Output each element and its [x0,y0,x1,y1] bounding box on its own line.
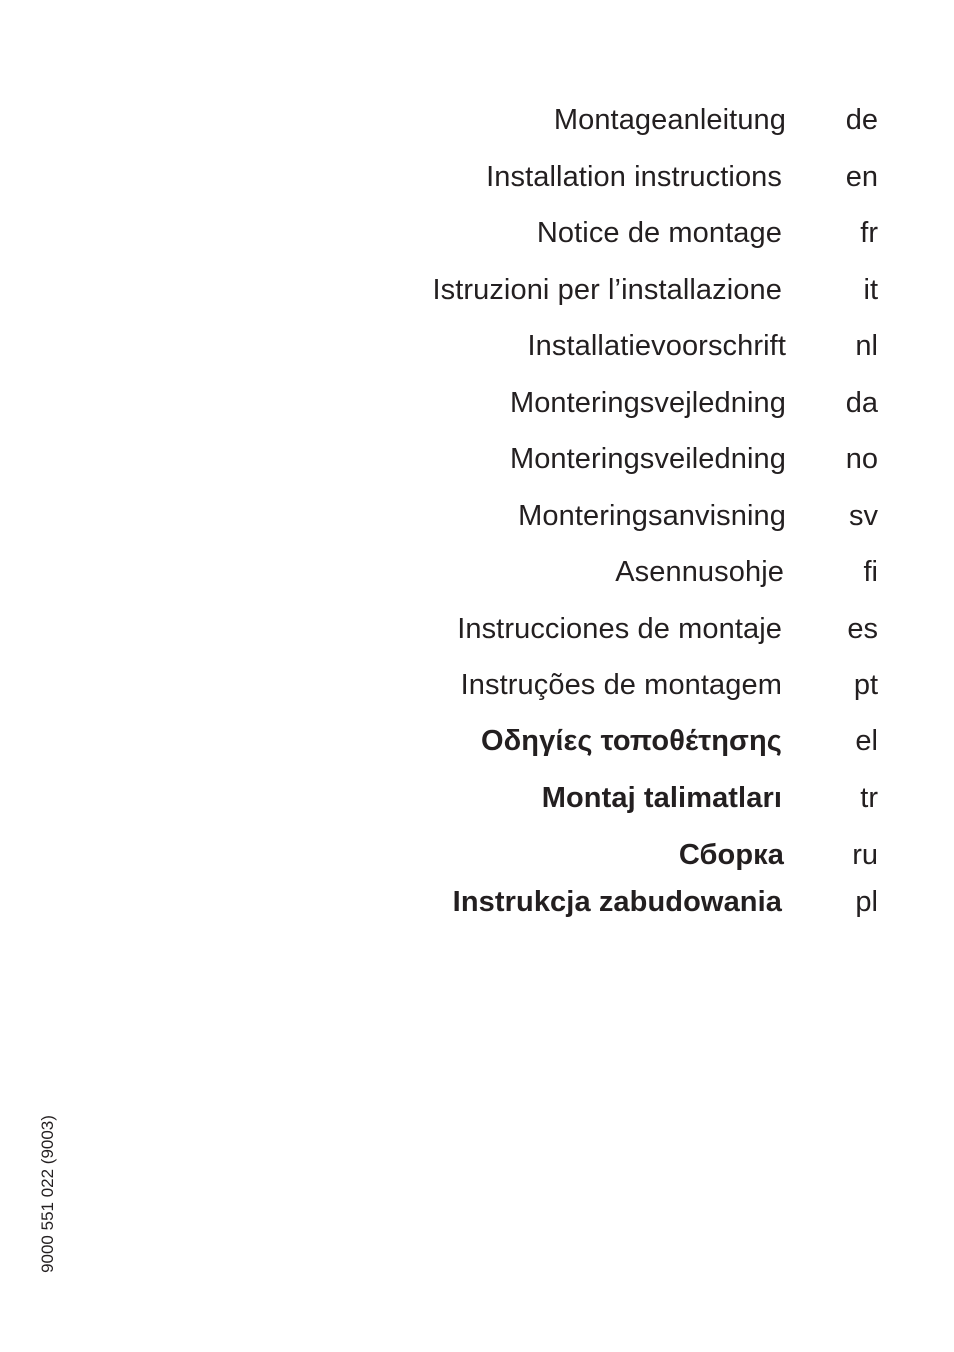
language-row-el [0,721,954,761]
language-title: Οδηγίες τοποθέτησης [480,725,782,757]
language-title: Montaj talimatları [541,782,782,814]
language-row-da [0,383,954,423]
language-title: Installation instructions [486,161,782,193]
language-code: pl [855,886,878,918]
language-code: es [847,613,878,645]
language-title: Installatievoorschrift [527,330,786,362]
language-code: no [845,443,878,475]
language-title: Monteringsveiledning [509,443,786,475]
language-code: fr [860,217,878,249]
language-row-de [0,100,954,140]
language-title: Instrucciones de montaje [457,613,782,645]
language-row-fi [0,552,954,592]
language-title: Montageanleitung [553,104,786,136]
language-title: Monteringsanvisning [518,500,786,532]
language-title: Monteringsvejledning [509,387,786,419]
language-title: Instrukcja zabudowania [452,886,782,918]
language-title: Notice de montage [536,217,782,249]
language-row-ru [0,835,954,875]
language-code: it [863,274,878,306]
language-row-tr [0,778,954,818]
language-code: tr [860,782,878,814]
document-number: 9000 551 022 (9003) [38,1115,57,1273]
language-code: de [845,104,878,136]
language-code: ru [852,839,878,871]
language-row-fr [0,213,954,253]
language-row-es [0,609,954,649]
language-code: fi [863,556,878,588]
language-row-it [0,270,954,310]
language-code: pt [853,669,878,701]
language-title: Asennusohje [615,556,784,588]
language-code: sv [849,500,878,532]
language-code: da [845,387,878,419]
language-row-pt [0,665,954,705]
language-row-pl [0,882,954,922]
language-row-no [0,439,954,479]
language-code: en [845,161,878,193]
language-title: Istruzioni per l’installazione [432,274,782,306]
language-row-sv [0,496,954,536]
language-row-en [0,157,954,197]
language-row-nl [0,326,954,366]
language-title: Instruções de montagem [460,669,782,701]
language-code: nl [855,330,878,362]
language-code: el [855,725,878,757]
language-title: Сборка [678,839,784,871]
